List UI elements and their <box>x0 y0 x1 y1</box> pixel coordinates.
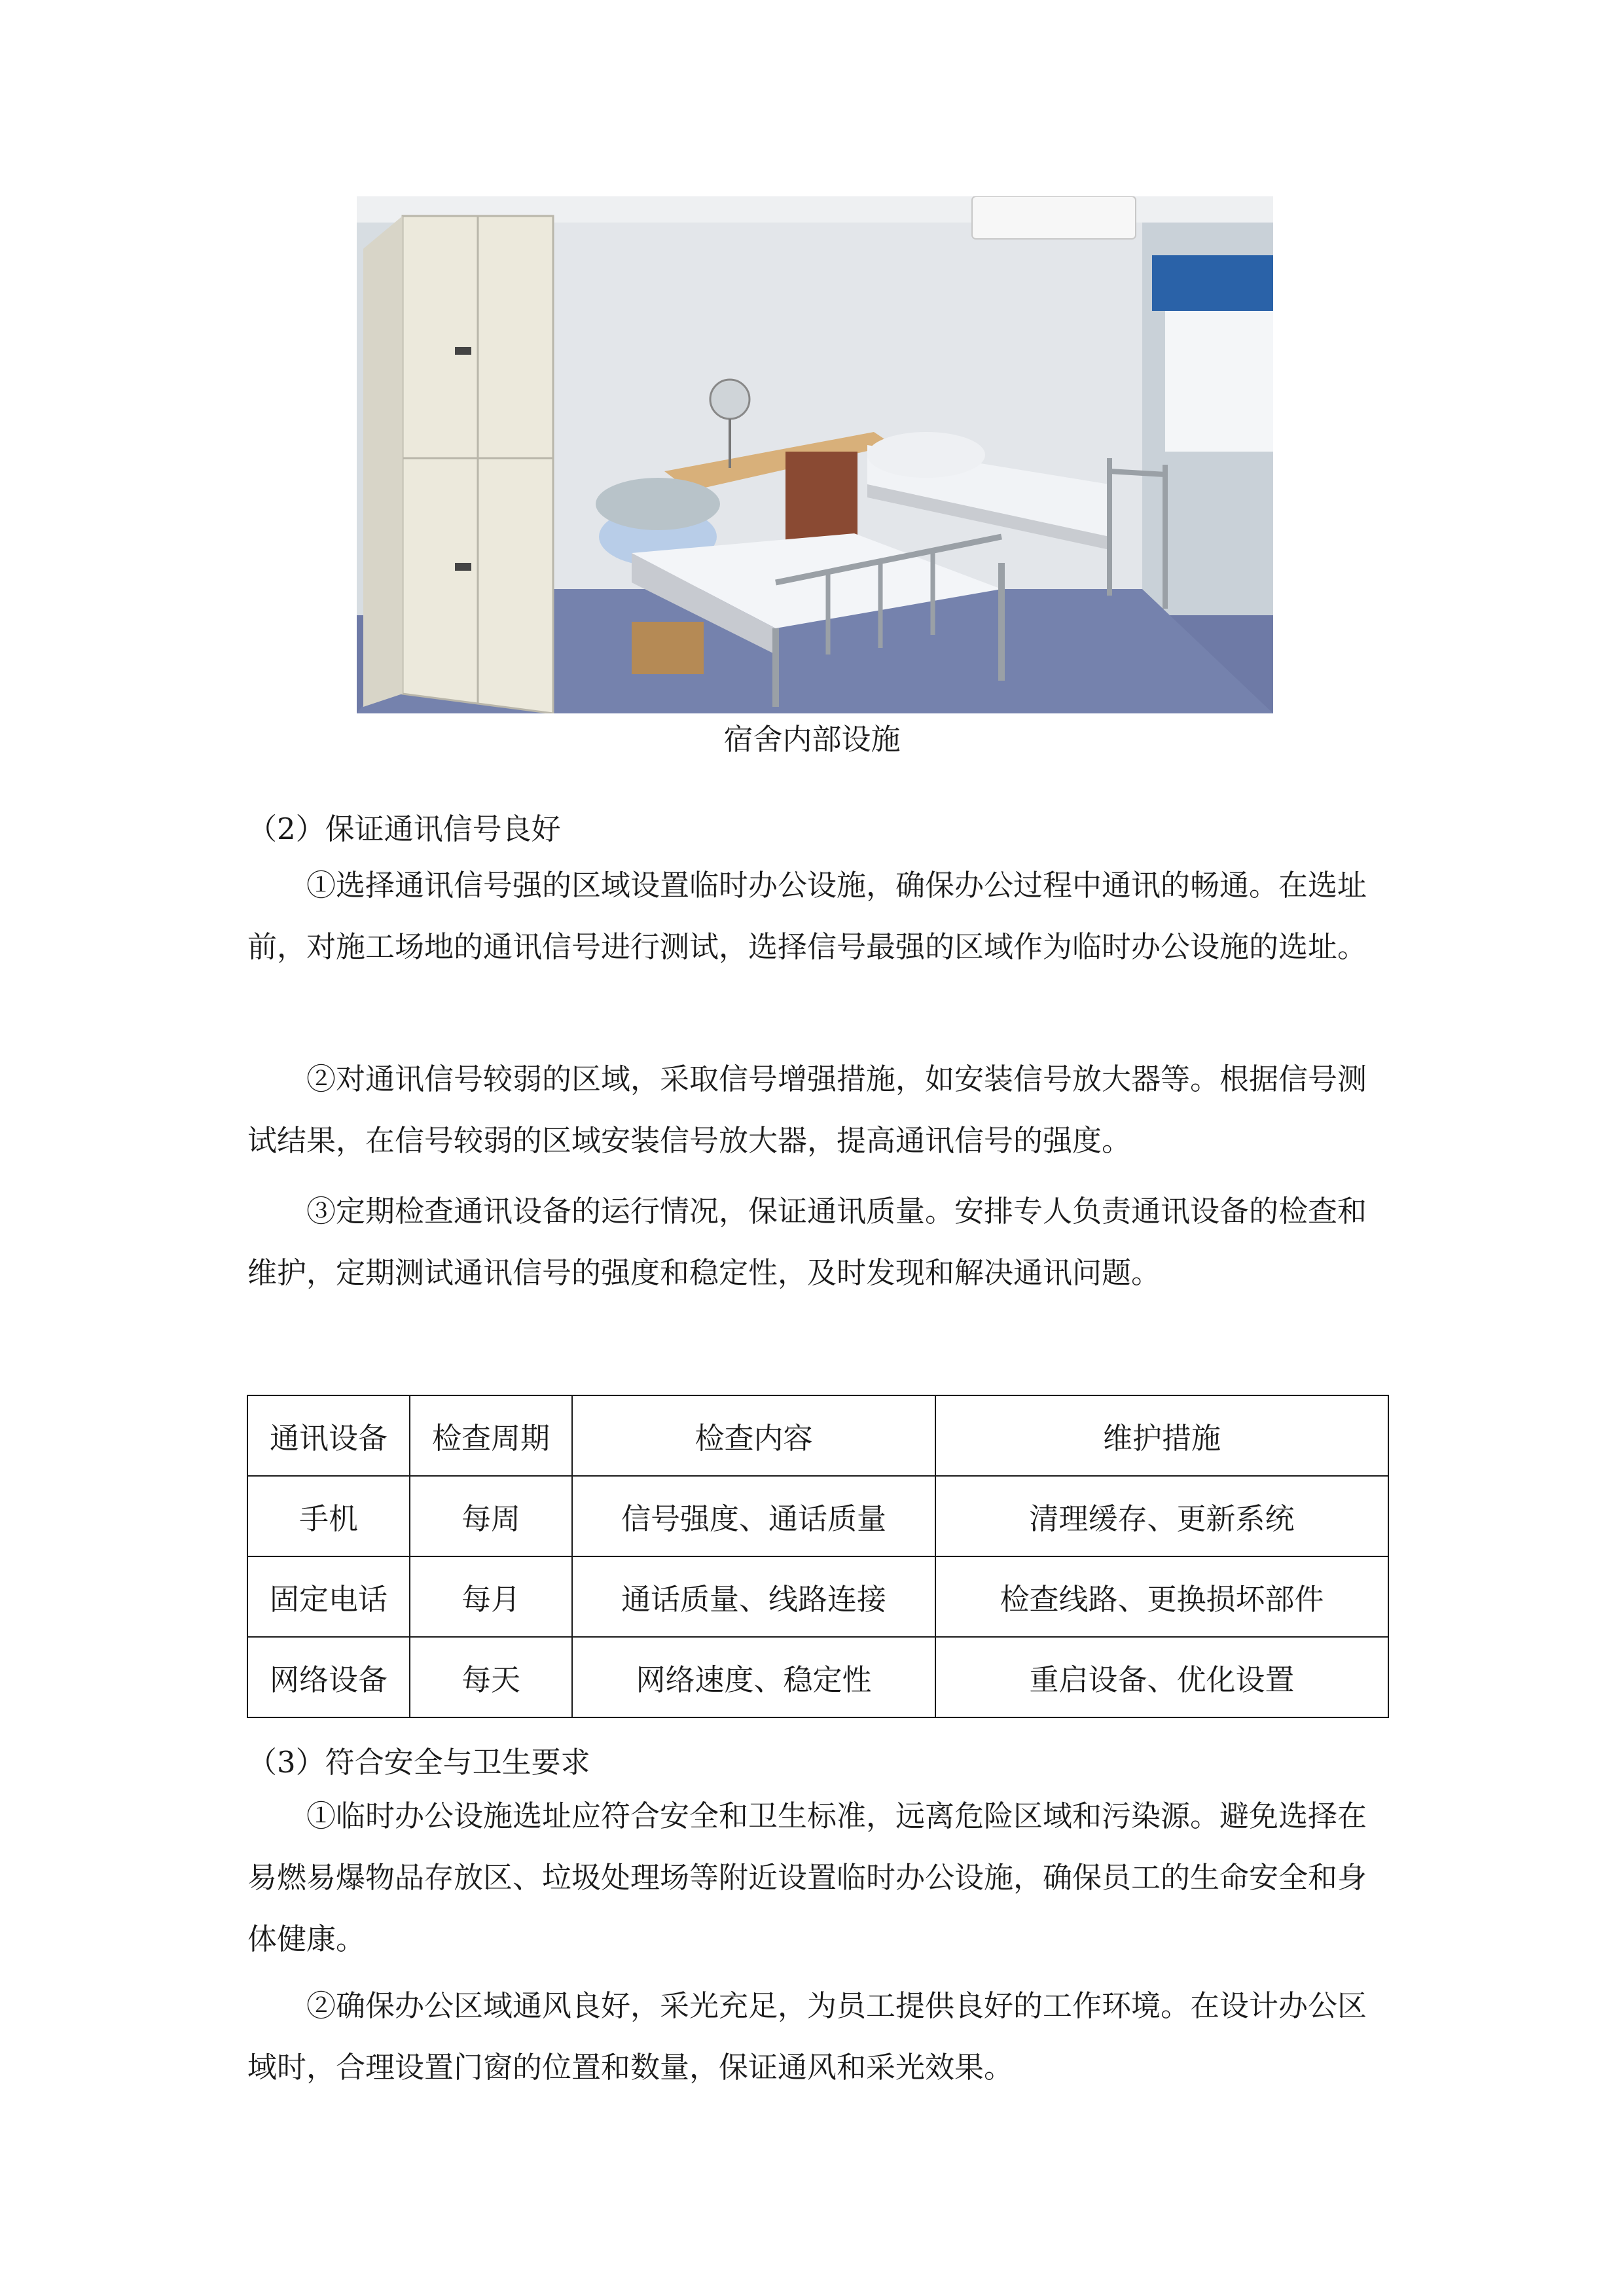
table-cell: 每月 <box>410 1556 572 1637</box>
section-2-paragraph-2: ②对通讯信号较弱的区域，采取信号增强措施，如安装信号放大器等。根据信号测试结果，在信号较弱的区域安装信号放大器，提高通讯信号的强度。 <box>247 1062 1367 1158</box>
section-2-paragraph-3: ③定期检查通讯设备的运行情况，保证通讯质量。安排专人负责通讯设备的检查和维护，定期测试通讯信号的强度和稳定性，及时发现和解决通讯问题。 <box>247 1194 1367 1290</box>
table-cell: 每周 <box>410 1476 572 1556</box>
table-cell: 清理缓存、更新系统 <box>935 1476 1388 1556</box>
section-3-paragraph-2: ②确保办公区域通风良好，采光充足，为员工提供良好的工作环境。在设计办公区域时，合理设置门窗的位置和数量，保证通风和采光效果。 <box>247 1988 1367 2085</box>
table-cell: 固定电话 <box>247 1556 410 1637</box>
table-header-cell: 通讯设备 <box>247 1395 410 1476</box>
table-row <box>247 1476 1388 1556</box>
figure-caption: 宿舍内部设施 <box>723 722 901 757</box>
section-3-paragraph-1: ①临时办公设施选址应符合安全和卫生标准，远离危险区域和污染源。避免选择在易燃易爆物品存放区、垃圾处理场等附近设置临时办公设施，确保员工的生命安全和身体健康。 <box>247 1799 1367 1956</box>
table-row <box>247 1556 1388 1637</box>
section-2-heading: （2）保证通讯信号良好 <box>247 812 561 846</box>
section-2-paragraph-1: ①选择通讯信号强的区域设置临时办公设施，确保办公过程中通讯的畅通。在选址前，对施工场地的通讯信号进行测试，选择信号最强的区域作为临时办公设施的选址。 <box>247 868 1367 964</box>
table-header-cell: 维护措施 <box>935 1395 1388 1476</box>
table-cell: 网络速度、稳定性 <box>572 1637 935 1717</box>
table-header-row <box>247 1395 1388 1476</box>
table-header-cell: 检查内容 <box>572 1395 935 1476</box>
table-cell: 通话质量、线路连接 <box>572 1556 935 1637</box>
table-header-cell: 检查周期 <box>410 1395 572 1476</box>
table-cell: 每天 <box>410 1637 572 1717</box>
dormitory-photo-illustration <box>357 196 1273 713</box>
dormitory-photo <box>357 196 1273 713</box>
maintenance-table <box>247 1395 1389 1718</box>
section-3-heading: （3）符合安全与卫生要求 <box>247 1745 590 1780</box>
table-cell: 手机 <box>247 1476 410 1556</box>
table-row <box>247 1637 1388 1717</box>
table-cell: 信号强度、通话质量 <box>572 1476 935 1556</box>
table-cell: 网络设备 <box>247 1637 410 1717</box>
table-cell: 检查线路、更换损坏部件 <box>935 1556 1388 1637</box>
table-cell: 重启设备、优化设置 <box>935 1637 1388 1717</box>
